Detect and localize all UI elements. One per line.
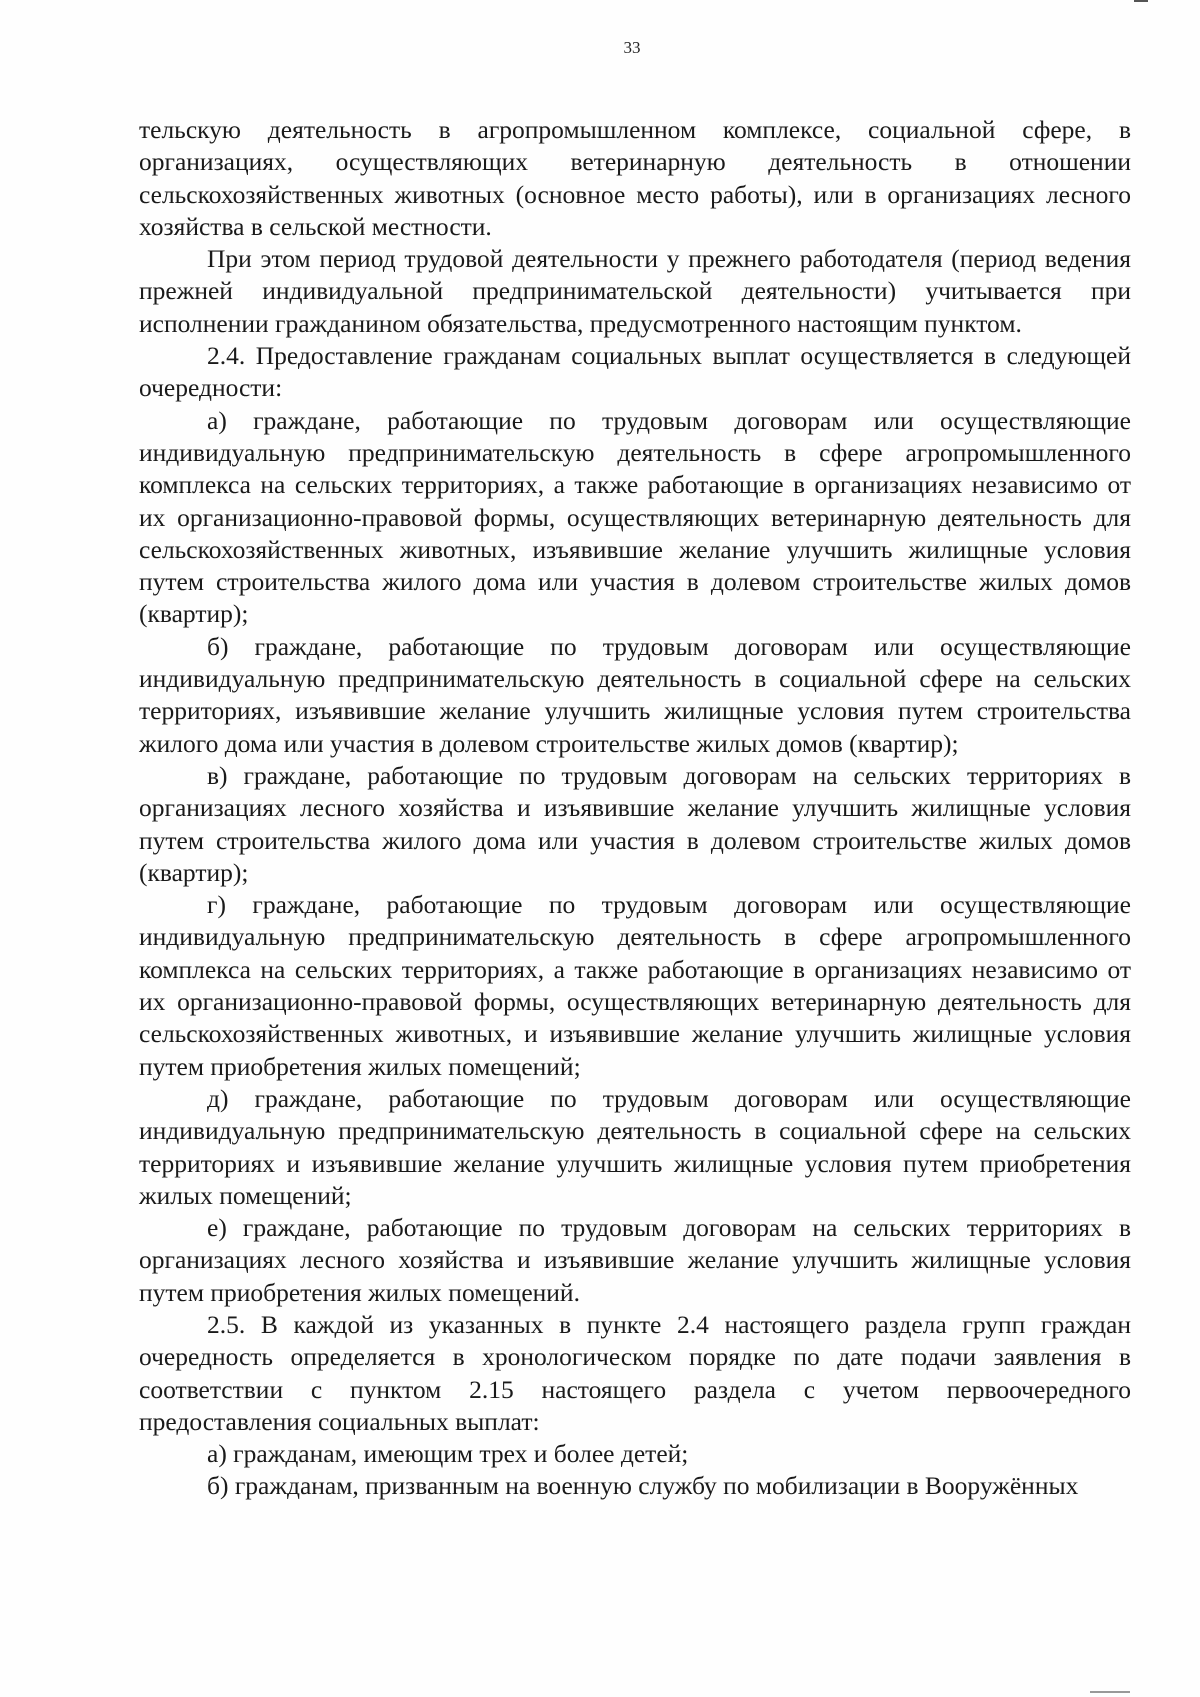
clause-2-4: 2.4. Предоставление гражданам социальных выплат осуществляется в следующей очередности:: [139, 341, 1131, 403]
scan-artifact-bottom-right: [1090, 1691, 1130, 1693]
clause-2-4-item-b: б) граждане, работающие по трудовым договорам или осуществляющие индивидуальную предпринимательскую деятельность в социальной сфере на сельских территориях, изъявившие желание улучшить жилищные условия путем строительства жилого дома или участия в долевом строительстве жилых домов (квартир);: [139, 631, 1131, 758]
paragraph-continuation: тельскую деятельность в агропромышленном комплексе, социальной сфере, в организациях, осуществляющих ветеринарную деятельность в отношении сельскохозяйственных животных (основное место работы), или в организациях лесного хозяйства в сельской местности.: [139, 115, 1131, 241]
clause-2-4-item-e: е) граждане, работающие по трудовым договорам на сельских территориях в организациях лесного хозяйства и изъявившие желание улучшить жилищные условия путем приобретения жилых помещений.: [139, 1213, 1131, 1307]
clause-2-5: 2.5. В каждой из указанных в пункте 2.4 настоящего раздела групп граждан очередность определяется в хронологическом порядке по дате подачи заявления в соответствии с пунктом 2.15 настоящего раздела с учетом первоочередного предоставления социальных выплат:: [139, 1309, 1131, 1436]
paragraph-prior-employment: При этом период трудовой деятельности у прежнего работодателя (период ведения прежней индивидуальной предпринимательской деятельности) учитывается при исполнении гражданином обязательства, предусмотренного настоящим пунктом.: [139, 244, 1131, 338]
page-number: 33: [623, 38, 641, 57]
document-body: [139, 114, 1131, 1503]
scan-artifact-top-right: [1134, 0, 1148, 2]
clause-2-5-item-a: а) гражданам, имеющим трех и более детей;: [207, 1439, 689, 1469]
clause-2-4-item-g: г) граждане, работающие по трудовым договорам или осуществляющие индивидуальную предпринимательскую деятельность в сфере агропромышленного комплекса на сельских территориях, а также работающие в организациях независимо от их организационно-правовой формы, осуществляющих ветеринарную деятельность для сельскохозяйственных животных, и изъявившие желание улучшить жилищные условия путем приобретения жилых помещений;: [139, 890, 1131, 1081]
clause-2-4-item-v: в) граждане, работающие по трудовым договорам на сельских территориях в организациях лесного хозяйства и изъявившие желание улучшить жилищные условия путем строительства жилого дома или участия в долевом строительстве жилых домов (квартир);: [139, 760, 1131, 887]
clause-2-4-item-d: д) граждане, работающие по трудовым договорам или осуществляющие индивидуальную предпринимательскую деятельность в социальной сфере на сельских территориях и изъявившие желание улучшить жилищные условия путем приобретения жилых помещений;: [139, 1083, 1131, 1210]
clause-2-4-item-a: а) граждане, работающие по трудовым договорам или осуществляющие индивидуальную предпринимательскую деятельность в сфере агропромышленного комплекса на сельских территориях, а также работающие в организациях независимо от их организационно-правовой формы, осуществляющих ветеринарную деятельность для сельскохозяйственных животных, изъявившие желание улучшить жилищные условия путем строительства жилого дома или участия в долевом строительстве жилых домов (квартир);: [139, 405, 1131, 629]
clause-2-5-item-b: б) гражданам, призванным на военную службу по мобилизации в Вооружённых: [207, 1471, 1079, 1501]
